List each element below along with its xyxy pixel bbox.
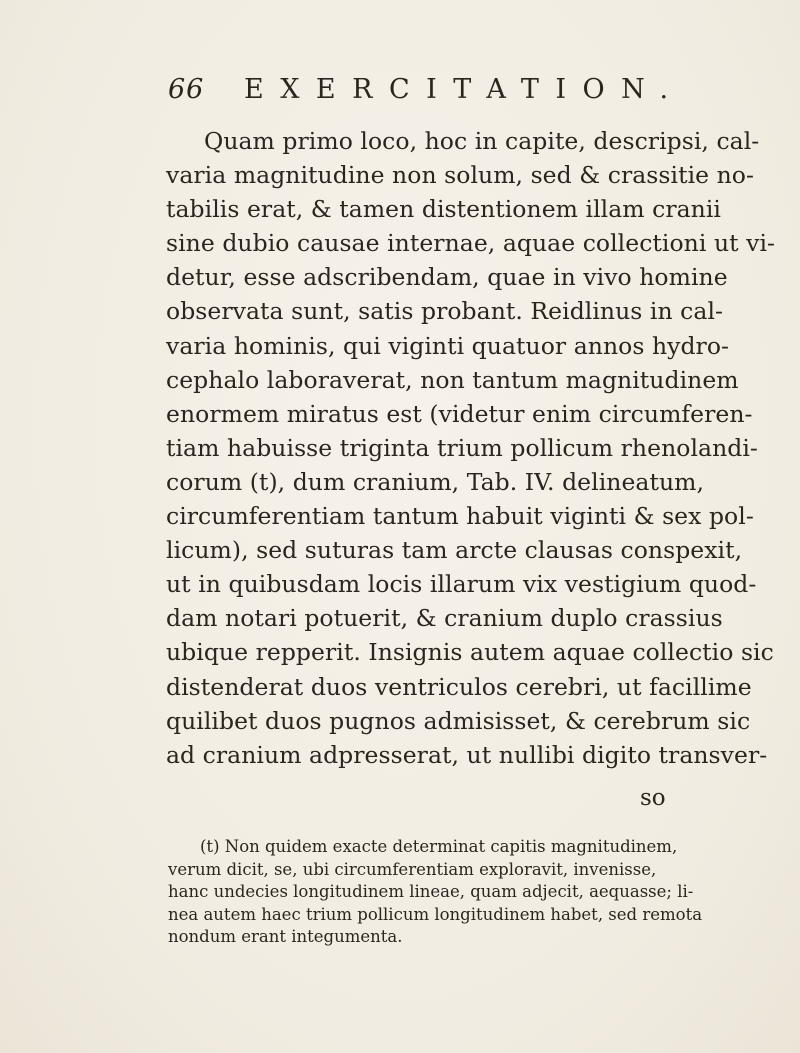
text-line: ubique repperit. Insignis autem aquae collectio sic (166, 638, 774, 667)
text-line: varia hominis, qui viginti quatuor annos hydro- (166, 331, 730, 360)
text-line: licum), sed suturas tam arcte clausas conspexit, (166, 536, 743, 565)
footnote-line: nea autem haec trium pollicum longitudinem habet, sed remota (168, 904, 703, 924)
footnote-line: verum dicit, se, ubi circumferentiam exploravit, invenisse, (168, 859, 657, 879)
text-line: corum (t), dum cranium, Tab. IV. delineatum, (166, 467, 704, 496)
footnote-line: nondum erant integumenta. (168, 927, 403, 947)
text-line: distenderat duos ventriculos cerebri, ut facillime (166, 672, 752, 701)
footnote-line: hanc undecies longitudinem lineae, quam adjecit, aequasse; li- (168, 882, 694, 902)
text-line: detur, esse adscribendam, quae in vivo homine (166, 263, 728, 292)
catchword: so (640, 785, 666, 811)
text-line: circumferentiam tantum habuit viginti & sex pol- (166, 502, 754, 531)
text-line: varia magnitudine non solum, sed & crassitie no- (166, 161, 754, 190)
text-line: cephalo laboraverat, non tantum magnitudinem (166, 365, 739, 394)
text-line: sine dubio causae internae, aquae collectioni ut vi- (166, 229, 776, 258)
footnote (168, 836, 728, 949)
text-line: ad cranium adpresserat, ut nullibi digito transver- (166, 740, 768, 769)
text-line: enormem miratus est (videtur enim circumferen- (166, 399, 753, 428)
text-line: dam notari potuerit, & cranium duplo crassius (166, 604, 723, 633)
text-line: tabilis erat, & tamen distentionem illam cranii (166, 195, 721, 224)
text-line: observata sunt, satis probant. Reidlinus in cal- (166, 297, 724, 326)
text-line: tiam habuisse triginta trium pollicum rhenolandi- (166, 433, 758, 462)
text-line: ut in quibusdam locis illarum vix vestigium quod- (166, 570, 757, 599)
main-text (166, 124, 786, 772)
text-line: quilibet duos pugnos admisisset, & cerebrum sic (166, 706, 751, 735)
running-title: EXERCITATION. (244, 74, 685, 105)
text-line: Quam primo loco, hoc in capite, descripsi, cal- (204, 127, 760, 155)
page-header (168, 74, 768, 114)
page-number: 66 (168, 74, 205, 105)
footnote-line: (t) Non quidem exacte determinat capitis magnitudinem, (200, 837, 678, 856)
